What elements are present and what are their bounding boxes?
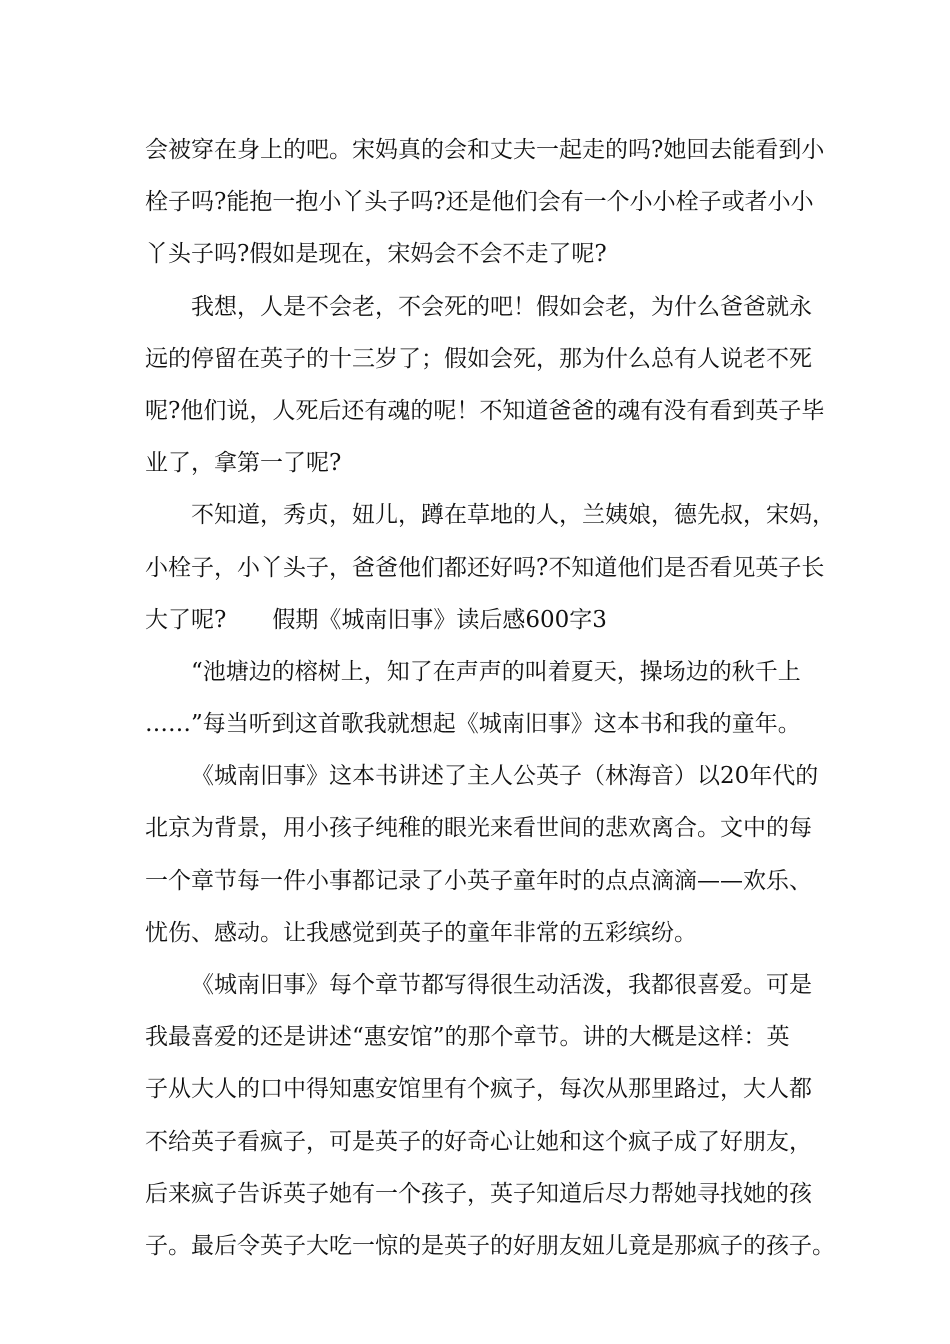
text-line: 业了，拿第一了呢? — [145, 450, 342, 477]
text-line: 子从大人的口中得知惠安馆里有个疯子，每次从那里路过，大人都 — [145, 1076, 812, 1103]
text-fragment: 大了呢? — [145, 606, 227, 633]
paragraph-6 — [145, 959, 835, 1272]
document-body — [145, 124, 835, 1272]
text-line: 栓子吗?能抱一抱小丫头子吗?还是他们会有一个小小栓子或者小小 — [145, 189, 814, 216]
text-line: ……”每当听到这首歌我就想起《城南旧事》这本书和我的童年。 — [145, 711, 801, 738]
text-line: 小栓子，小丫头子，爸爸他们都还好吗?不知道他们是否看见英子长 — [145, 554, 825, 581]
paragraph-1 — [145, 124, 825, 281]
text-line: 北京为背景，用小孩子纯稚的眼光来看世间的悲欢离合。文中的每 — [145, 815, 812, 842]
text-line: 一个章节每一件小事都记录了小英子童年时的点点滴滴——欢乐、 — [145, 867, 812, 894]
text-line: 《城南旧事》这本书讲述了主人公英子（林海音）以20年代的 — [191, 763, 819, 790]
text-line: 远的停留在英子的十三岁了；假如会死，那为什么总有人说老不死 — [145, 345, 812, 372]
text-line: 子。最后令英子大吃一惊的是英子的好朋友妞儿竟是那疯子的孩子。 — [145, 1232, 835, 1259]
paragraph-5 — [145, 750, 825, 959]
text-line-with-heading — [145, 594, 825, 646]
text-line: “池塘边的榕树上，知了在声声的叫着夏天，操场边的秋千上 — [191, 658, 801, 685]
text-line: 我最喜爱的还是讲述“惠安馆”的那个章节。讲的大概是这样：英 — [145, 1024, 790, 1051]
text-line: 忧伤、感动。让我感觉到英子的童年非常的五彩缤纷。 — [145, 919, 697, 946]
paragraph-3 — [145, 489, 835, 646]
text-line: 不给英子看疯子，可是英子的好奇心让她和这个疯子成了好朋友， — [145, 1128, 812, 1155]
text-line: 后来疯子告诉英子她有一个孩子，英子知道后尽力帮她寻找她的孩 — [145, 1180, 812, 1207]
paragraph-2 — [145, 281, 825, 490]
paragraph-4 — [145, 646, 825, 750]
text-line: 丫头子吗?假如是现在，宋妈会不会不走了呢? — [145, 241, 607, 268]
text-line: 呢?他们说，人死后还有魂的呢！不知道爸爸的魂有没有看到英子毕 — [145, 397, 825, 424]
text-line: 《城南旧事》每个章节都写得很生动活泼，我都很喜爱。可是 — [191, 972, 812, 998]
text-line: 会被穿在身上的吧。宋妈真的会和丈夫一起走的吗?她回去能看到小 — [145, 137, 825, 163]
text-line: 不知道，秀贞，妞儿，蹲在草地的人，兰姨娘，德先叔，宋妈， — [191, 502, 835, 529]
text-line: 我想，人是不会老，不会死的吧！假如会老，为什么爸爸就永 — [191, 293, 812, 320]
section-heading: 假期《城南旧事》读后感600字3 — [272, 606, 607, 633]
